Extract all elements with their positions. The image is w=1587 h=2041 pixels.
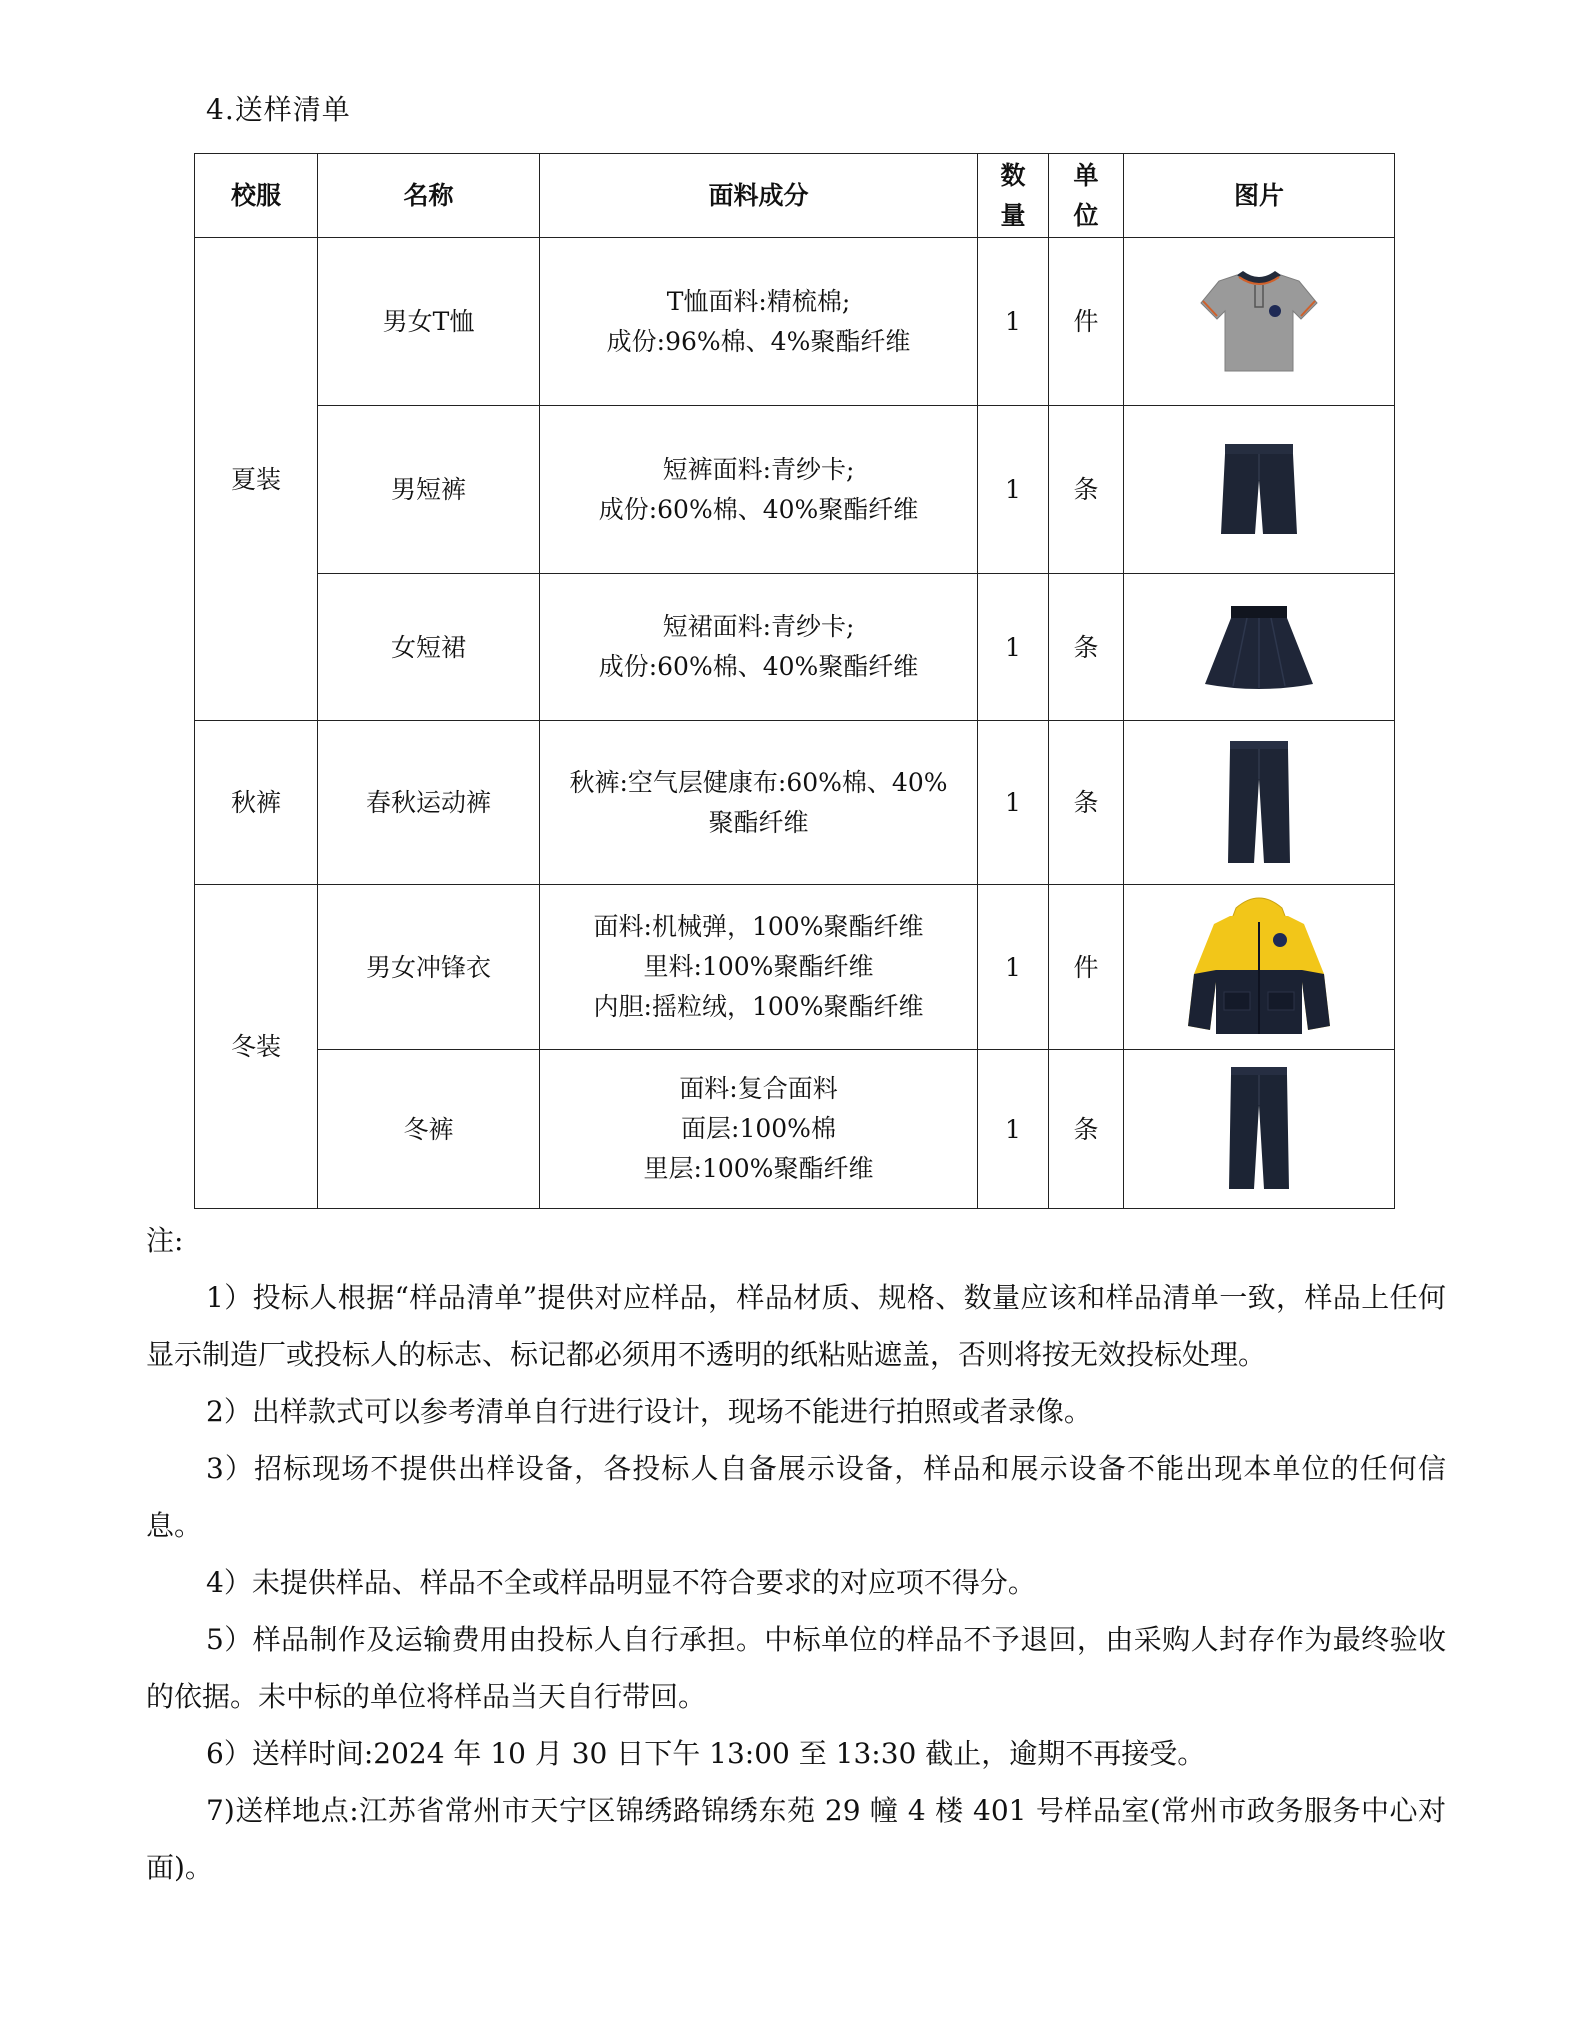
group-autumn: 秋裤	[195, 721, 318, 885]
item-unit: 件	[1049, 238, 1124, 406]
jacket-icon	[1184, 894, 1334, 1040]
item-fabric	[540, 238, 978, 406]
header-image: 图片	[1124, 154, 1395, 238]
notes-section	[146, 1212, 1446, 1896]
fabric-line: 里层:100%聚酯纤维	[643, 1154, 874, 1183]
header-unit-top: 单	[1073, 160, 1099, 190]
note-item: 1）投标人根据“样品清单”提供对应样品，样品材质、规格、数量应该和样品清单一致，样品上任何显示制造厂或投标人的标志、标记都必须用不透明的纸粘贴遮盖，否则将按无效投标处理。	[146, 1281, 1446, 1371]
item-name: 男女T恤	[318, 238, 540, 406]
table-header-row	[195, 154, 1395, 238]
item-name: 冬裤	[318, 1050, 540, 1209]
header-fabric: 面料成分	[540, 154, 978, 238]
fabric-line: 面层:100%棉	[681, 1114, 836, 1143]
item-name: 春秋运动裤	[318, 721, 540, 885]
fabric-line: 成份:60%棉、40%聚酯纤维	[598, 652, 919, 681]
item-fabric	[540, 721, 978, 885]
trousers-icon	[1226, 1065, 1292, 1193]
item-image	[1124, 721, 1395, 885]
header-unit-bottom: 位	[1073, 200, 1099, 230]
header-unit	[1049, 154, 1124, 238]
header-quantity	[978, 154, 1049, 238]
fabric-line: 聚酯纤维	[708, 807, 809, 837]
fabric-line: 面料:复合面料	[679, 1074, 838, 1103]
group-winter: 冬装	[195, 885, 318, 1209]
item-fabric	[540, 1050, 978, 1209]
item-image	[1124, 885, 1395, 1050]
item-fabric	[540, 406, 978, 574]
notes-heading: 注:	[146, 1224, 184, 1257]
polo-shirt-icon	[1199, 267, 1319, 377]
note-item: 3）招标现场不提供出样设备，各投标人自备展示设备，样品和展示设备不能出现本单位的任何信息。	[146, 1452, 1446, 1542]
item-unit: 条	[1049, 1050, 1124, 1209]
header-name: 名称	[318, 154, 540, 238]
note-item: 2）出样款式可以参考清单自行进行设计，现场不能进行拍照或者录像。	[206, 1395, 1092, 1428]
section-title: 4.送样清单	[206, 93, 351, 126]
item-name: 女短裙	[318, 574, 540, 721]
item-unit: 件	[1049, 885, 1124, 1050]
shorts-icon	[1219, 440, 1299, 540]
item-unit: 条	[1049, 406, 1124, 574]
header-uniform: 校服	[195, 154, 318, 238]
table-row	[195, 885, 1395, 1050]
item-image	[1124, 574, 1395, 721]
header-quantity-bottom: 量	[1000, 200, 1026, 230]
item-fabric	[540, 574, 978, 721]
table-row	[195, 574, 1395, 721]
item-quantity: 1	[978, 238, 1049, 406]
item-quantity: 1	[978, 1050, 1049, 1209]
header-quantity-top: 数	[1000, 160, 1026, 190]
trousers-icon	[1224, 739, 1294, 867]
table-row	[195, 238, 1395, 406]
item-quantity: 1	[978, 574, 1049, 721]
item-quantity: 1	[978, 721, 1049, 885]
sample-list-table	[194, 153, 1395, 1209]
skirt-icon	[1203, 604, 1315, 690]
item-image	[1124, 1050, 1395, 1209]
fabric-line: 面料:机械弹，100%聚酯纤维	[593, 912, 924, 941]
item-unit: 条	[1049, 721, 1124, 885]
item-image	[1124, 406, 1395, 574]
table-row	[195, 1050, 1395, 1209]
fabric-line: 成份:60%棉、40%聚酯纤维	[598, 494, 919, 524]
item-quantity: 1	[978, 885, 1049, 1050]
note-item: 5）样品制作及运输费用由投标人自行承担。中标单位的样品不予退回，由采购人封存作为最终验收的依据。未中标的单位将样品当天自行带回。	[146, 1623, 1446, 1713]
table-row	[195, 721, 1395, 885]
group-summer: 夏装	[195, 238, 318, 721]
item-name: 男女冲锋衣	[318, 885, 540, 1050]
item-image	[1124, 238, 1395, 406]
fabric-line: 里料:100%聚酯纤维	[643, 952, 874, 981]
fabric-line: 内胆:摇粒绒，100%聚酯纤维	[593, 992, 924, 1021]
note-item: 6）送样时间:2024 年 10 月 30 日下午 13:00 至 13:30 截止，逾期不再接受。	[206, 1737, 1206, 1770]
table-row	[195, 406, 1395, 574]
fabric-line: 短裙面料:青纱卡;	[662, 612, 855, 641]
fabric-line: T恤面料:精梳棉;	[666, 286, 851, 316]
item-name: 男短裤	[318, 406, 540, 574]
item-fabric	[540, 885, 978, 1050]
fabric-line: 秋裤:空气层健康布:60%棉、40%	[569, 767, 948, 797]
fabric-line: 短裤面料:青纱卡;	[662, 454, 855, 484]
fabric-line: 成份:96%棉、4%聚酯纤维	[606, 326, 911, 356]
note-item: 7)送样地点:江苏省常州市天宁区锦绣路锦绣东苑 29 幢 4 楼 401 号样品室(常州市政务服务中心对面)。	[146, 1794, 1446, 1884]
item-unit: 条	[1049, 574, 1124, 721]
item-quantity: 1	[978, 406, 1049, 574]
note-item: 4）未提供样品、样品不全或样品明显不符合要求的对应项不得分。	[206, 1566, 1036, 1599]
